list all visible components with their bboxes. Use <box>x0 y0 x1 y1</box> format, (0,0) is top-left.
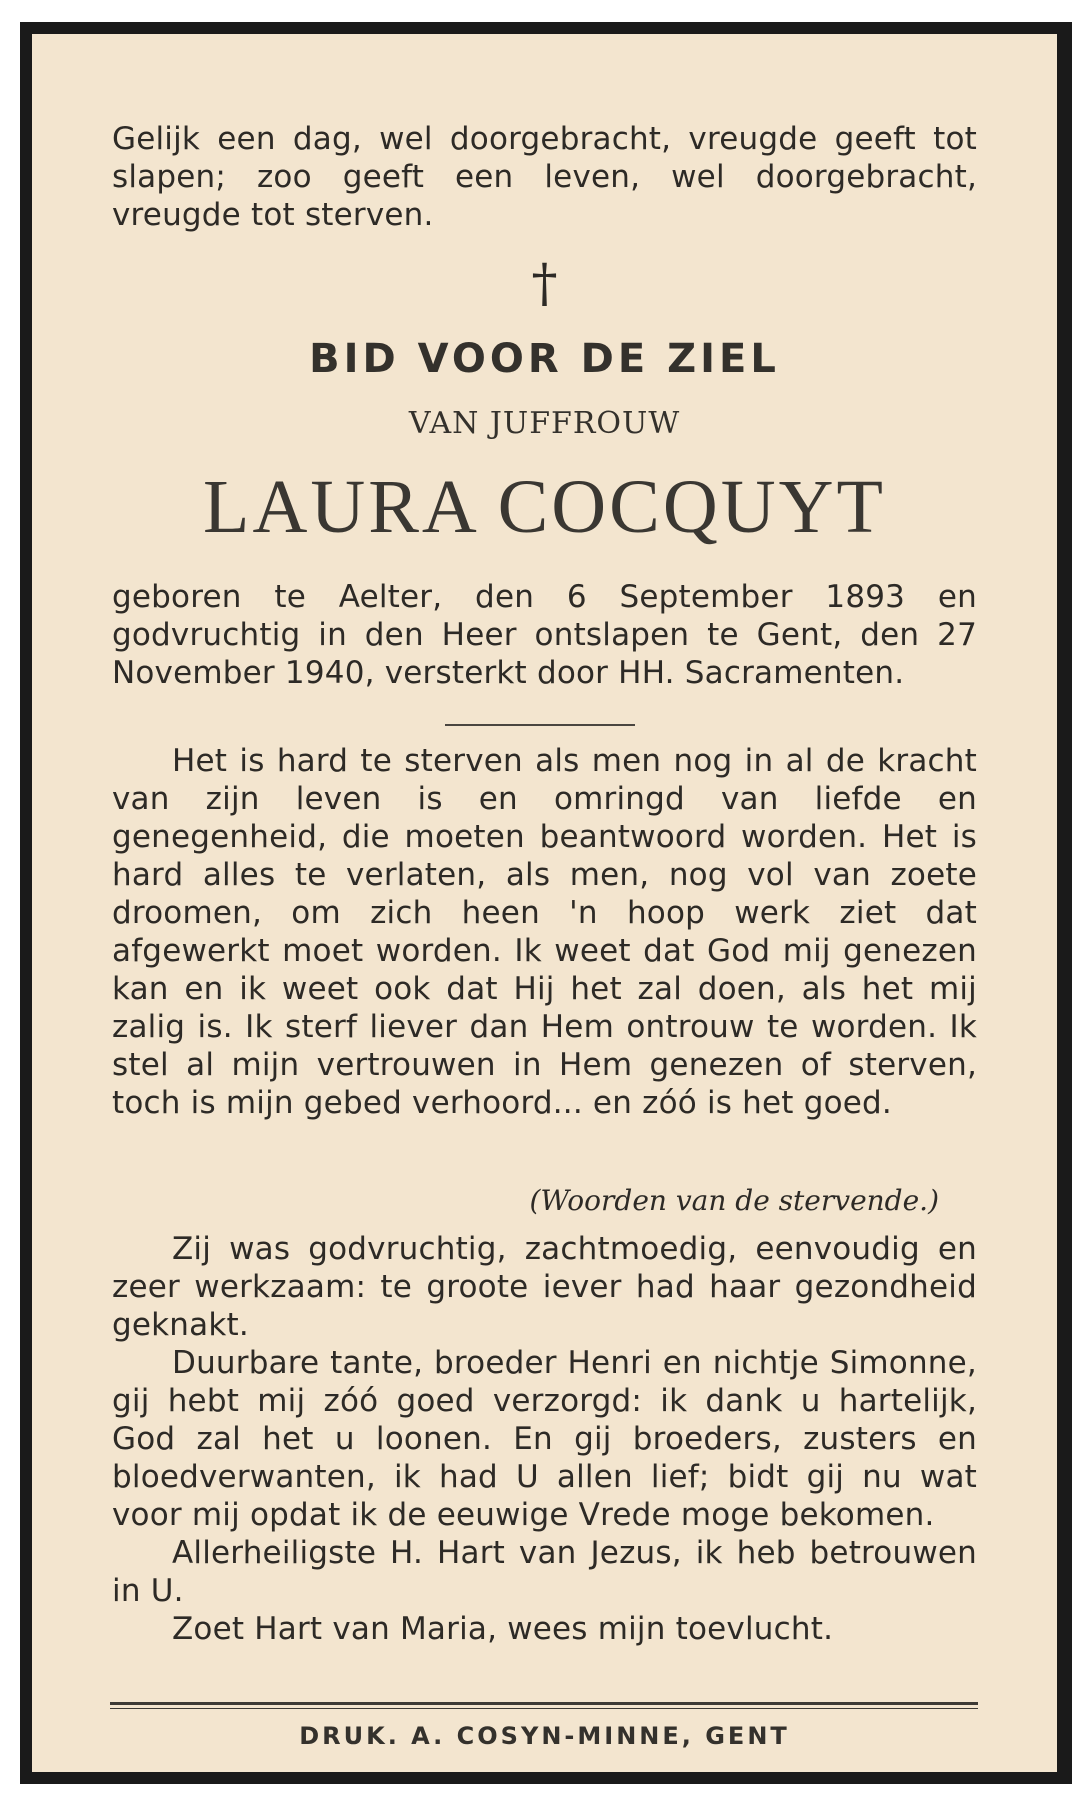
last-words: Het is hard te sterven als men nog in al de kracht van zijn leven is en omringd van liefde en genegenheid, die moeten beantwoord worden. Het is hard alles te verlaten, als men, nog vol van zoete droomen, om zich heen 'n hoop werk ziet dat afgewerkt moet worden. Ik weet dat God mij genezen kan en ik weet ook dat Hij het zal doen, als het mij zalig is. Ik sterf liever dan Hem ontrouw te worden. Ik stel al mijn vertrouwen in Hem genezen of sterven, toch is mijn gebed verhoord... en zóó is het goed. <box>112 743 977 1121</box>
birth-death-details: geboren te Aelter, den 6 September 1893 en godvruchtig in den Heer ontslapen te Gent, den 27 November 1940, versterkt door HH. Sacramenten. <box>112 579 977 691</box>
last-words-attribution: (Woorden van de stervende.) <box>529 1184 939 1217</box>
prayer-heading: BID VOOR DE ZIEL <box>309 336 780 382</box>
maria-prayer: Zoet Hart van Maria, wees mijn toevlucht. <box>172 1611 834 1647</box>
sacred-heart-prayer: Allerheiligste H. Hart van Jezus, ik heb betrouwen in U. <box>112 1535 977 1609</box>
character-paragraph: Zij was godvruchtig, zachtmoedig, eenvoudig en zeer werkzaam: te groote iever had haar gezondheid geknakt. <box>112 1231 977 1343</box>
farewell-paragraph: Duurbare tante, broeder Henri en nichtje Simonne, gij hebt mij zóó goed verzorgd: ik dank u hartelijk, God zal het u loonen. En gij broeders, zusters en bloedverwanten, ik had U allen lief; bidt gij nu wat voor mij opdat ik de eeuwige Vrede moge bekomen. <box>112 1345 977 1533</box>
deceased-name: LAURA COCQUYT <box>203 465 886 549</box>
memorial-card <box>32 34 1057 1772</box>
cross-icon: † <box>531 254 558 314</box>
subheading: VAN JUFFROUW <box>408 406 681 441</box>
divider <box>445 724 635 726</box>
opening-quote: Gelijk een dag, wel doorgebracht, vreugde geeft tot slapen; zoo geeft een leven, wel doorgebracht, vreugde tot sterven. <box>112 121 977 233</box>
bottom-rule-thin <box>110 1708 978 1709</box>
printer-credit: DRUK. A. COSYN-MINNE, GENT <box>299 1722 790 1750</box>
last-words-block <box>112 742 977 1122</box>
closing-paragraphs <box>112 1230 977 1648</box>
bottom-rule <box>110 1702 978 1705</box>
